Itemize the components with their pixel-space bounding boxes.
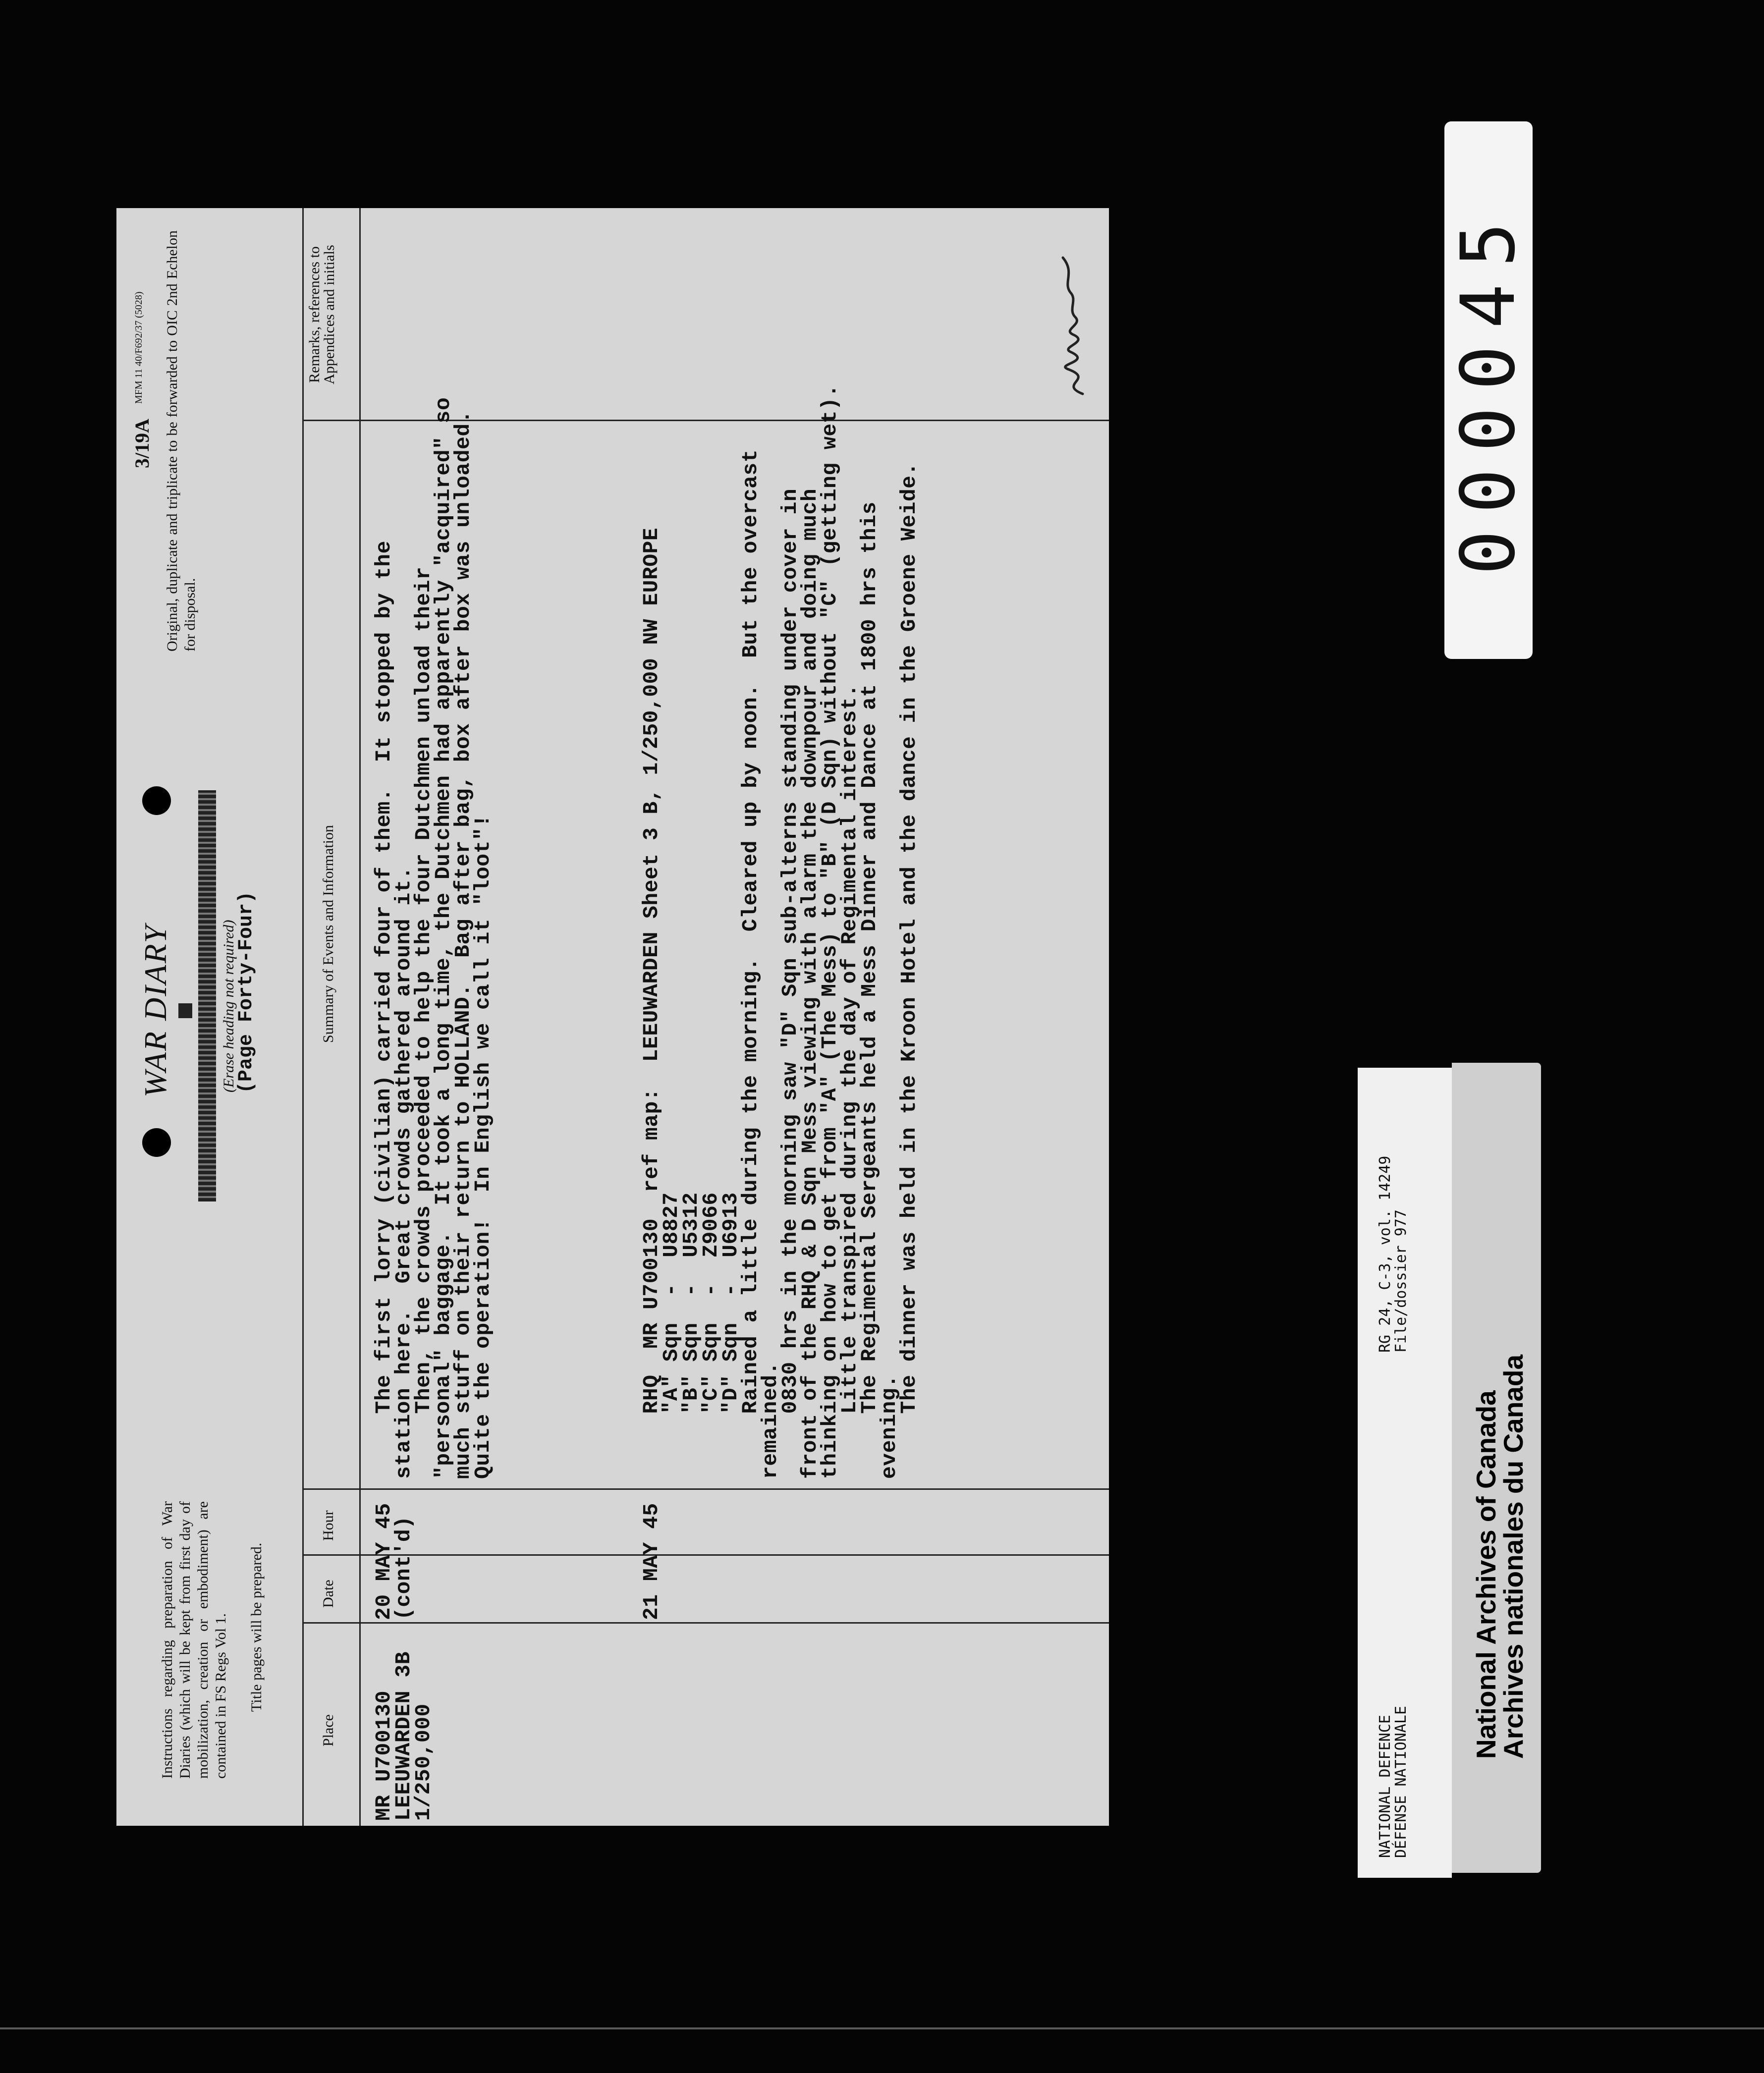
form-title: WAR DIARY xyxy=(138,924,173,1097)
summary-line: RHQ MR U700130 ref map: LEEUWARDEN Sheet 3 B, 1/250,000 NW EUROPE xyxy=(639,527,663,1479)
handwritten-initials-signature xyxy=(1048,250,1102,399)
summary-line: The dinner was held in the Kroon Hotel and the dance in the Groene Weide. xyxy=(897,462,921,1479)
frame-number-strip-rotated xyxy=(1444,121,1533,659)
place-line: LEEUWARDEN 3B xyxy=(391,1651,416,1821)
column-rule xyxy=(302,1488,1109,1490)
column-header-date: Date xyxy=(320,1580,336,1608)
summary-line: much stuff on their return to HOLLAND. Bag after bag, box after box was unloaded. xyxy=(451,410,475,1479)
form-code: 3/19A xyxy=(131,419,153,468)
summary-line: front of the RHQ & D Sqn Mess viewing with alarm the downpour and doing much xyxy=(798,488,822,1479)
column-rule xyxy=(302,1554,1109,1556)
page-number: (Page Forty-Four) xyxy=(235,891,258,1093)
archives-name-en: National Archives of Canada xyxy=(1471,1390,1501,1759)
column-header-hour: Hour xyxy=(320,1510,336,1541)
place-entry xyxy=(374,1651,434,1821)
table-top-rule xyxy=(302,208,304,1826)
disposal-note: Original, duplicate and triplicate to be forwarded to OIC 2nd Echelon for disposal. xyxy=(164,230,198,652)
summary-line: Rained a little during the morning. Cleared up by noon. But the overcast xyxy=(738,449,763,1479)
place-line: 1/250,000 xyxy=(411,1703,436,1821)
summary-line: "B" Sqn - U5312 xyxy=(679,1192,703,1479)
reference-panel xyxy=(1358,1068,1452,1878)
record-group-ref: RG 24, C-3, vol. 14249 xyxy=(1377,1155,1394,1353)
archives-label-rotated xyxy=(1358,1063,1546,1878)
title-pages-note: Title pages will be prepared. xyxy=(248,1542,265,1712)
place-line: MR U700130 xyxy=(372,1690,396,1821)
instructions-text: Instructions regarding preparation of War Diaries (which will be kept from first day of mobilization, creation or embodiment) are contained in FS Regs Vol 1. xyxy=(159,1501,229,1779)
punch-hole xyxy=(142,1128,171,1157)
entry-date-note: (cont'd) xyxy=(391,1516,416,1620)
column-rule xyxy=(302,1622,1109,1624)
summary-line: remained. xyxy=(758,1362,782,1479)
war-diary-form xyxy=(116,208,1109,1826)
summary-line: "D" Sqn - U6913 xyxy=(718,1192,743,1479)
film-edge-rule xyxy=(0,2027,1764,2029)
summary-line: "personal" baggage. It took a long time, the Dutchmen had apparently "acquired" so xyxy=(431,397,455,1479)
column-header-remarks: Remarks, references to Appendices and initials xyxy=(306,245,337,384)
summary-line: thinking on how to get from "A" (The Mess) to "B" (D Sqn) without "C" (getting wet). xyxy=(818,384,842,1479)
frame-number: 000045 xyxy=(1444,121,1533,659)
file-ref: File/dossier 977 xyxy=(1392,1209,1410,1353)
summary-line: station here. Great crowds gathered around it. xyxy=(391,866,416,1479)
summary-line: "C" Sqn - Z9066 xyxy=(699,1192,723,1479)
org-name-en: NATIONAL DEFENCE xyxy=(1377,1715,1394,1858)
summary-line: "A" Sqn - U8827 xyxy=(659,1192,683,1479)
entry-date: 20 MAY 45 xyxy=(372,1503,396,1620)
column-header-place: Place xyxy=(320,1714,336,1746)
summary-line: Then, the crowds proceeded to help the four Dutchmen unload their xyxy=(411,566,436,1479)
org-name-fr: DÉFENSE NATIONALE xyxy=(1392,1705,1410,1858)
erased-heading xyxy=(198,790,216,1201)
struck-out-mark xyxy=(178,1003,192,1018)
form-code-suffix: MFM 11 40/F692/37 (5028) xyxy=(133,291,144,404)
archives-name-fr: Archives nationales du Canada xyxy=(1498,1354,1529,1759)
archives-name-panel xyxy=(1452,1063,1541,1873)
summary-line: Little transpired during the day of Regimental interest. xyxy=(837,684,862,1479)
summary-line: Quite the operation! In English we call it "loot"! xyxy=(471,814,495,1479)
summary-line: The first lorry (civilian) carried four of them. It stopped by the xyxy=(372,541,396,1479)
archives-label xyxy=(1358,1063,1546,1878)
column-header-summary: Summary of Events and Information xyxy=(320,825,336,1043)
entry-summary xyxy=(639,384,921,1479)
erase-note: (Erase heading not required) xyxy=(220,920,237,1092)
entry-summary xyxy=(374,397,493,1479)
summary-line: evening. xyxy=(877,1374,901,1479)
entry-date: 21 MAY 45 xyxy=(639,1503,663,1620)
war-diary-form-rotated xyxy=(116,208,1109,1826)
punch-hole xyxy=(142,786,171,815)
table-header-rule xyxy=(359,208,361,1826)
summary-line: 0830 hrs in the morning saw "D" Sqn sub-alterns standing under cover in xyxy=(778,488,802,1479)
summary-line: The Regimental Sergeants held a Mess Dinner and Dance at 1800 hrs this xyxy=(857,501,882,1479)
